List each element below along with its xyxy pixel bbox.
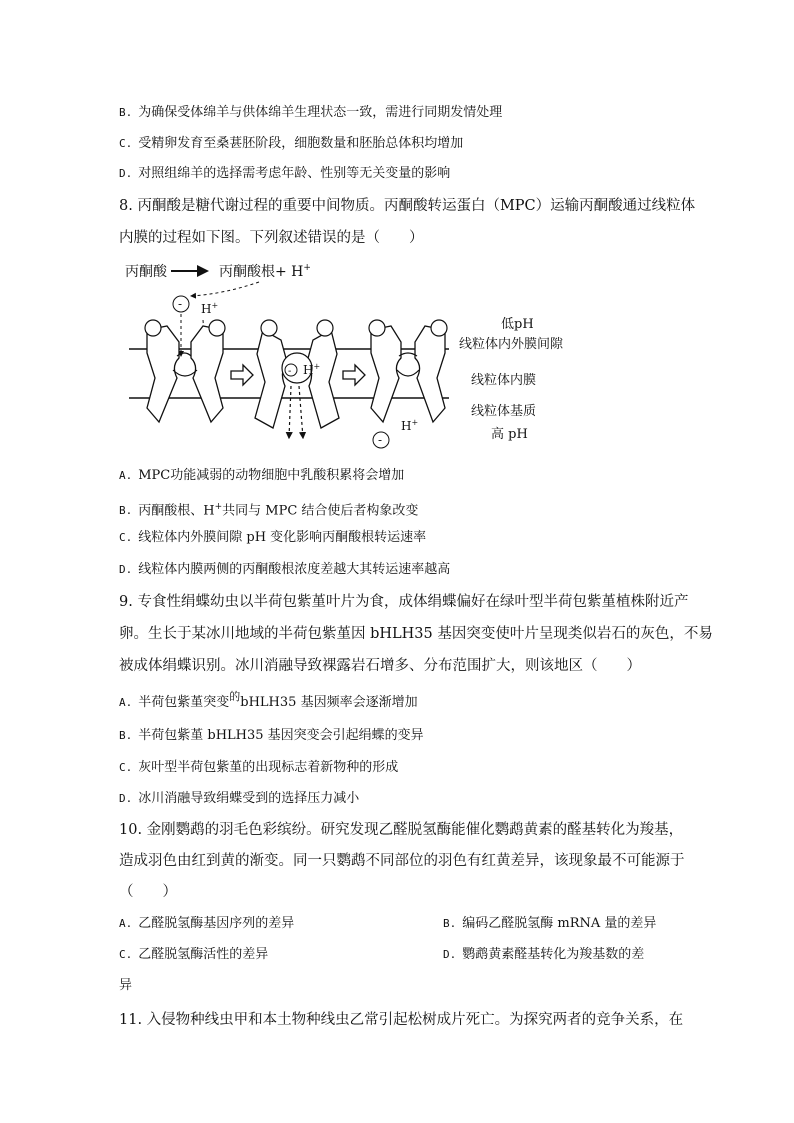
plus-sup: +: [303, 263, 311, 273]
option-text-post: bHLH35 基因频率会逐渐增加: [240, 695, 418, 710]
q9-stem-line-1: 9. 专食性绢蝶幼虫以半荷包紫堇叶片为食，成体绢蝶偏好在绿叶型半荷包紫堇植株附近产: [119, 594, 689, 610]
q9-stem-line-3: 被成体绢蝶识别。冰川消融导致裸露岩石增多、分布范围扩大，则该地区（ ）: [119, 658, 641, 674]
q9-stem-line-2: 卵。生长于某冰川地域的半荷包紫堇因 bHLH35 基因突变使叶片呈现类似岩石的灰色，不易: [119, 626, 713, 642]
option-label: D.: [443, 948, 457, 961]
option-text-sup: 的: [229, 690, 241, 703]
option-label: B.: [119, 504, 133, 518]
q8-option-d: [119, 560, 450, 580]
q9-option-a: [119, 690, 418, 713]
option-label: D.: [119, 792, 133, 805]
option-text: 受精卵发育至桑葚胚阶段，细胞数量和胚胎总体积均增加: [138, 136, 464, 151]
q7-option-b: [119, 103, 502, 123]
q8-option-b: [119, 497, 418, 521]
high-ph-label: 高 pH: [491, 427, 528, 442]
plus-h-text: + H: [275, 264, 304, 280]
minus-sign-bottom: -: [378, 433, 383, 447]
option-text: 鹦鹉黄素醛基转化为羧基数的差: [462, 947, 645, 962]
q10-stem-line-2: 造成羽色由红到黄的渐变。同一只鹦鹉不同部位的羽色有红黄差异，该现象最不可能源于: [119, 853, 685, 869]
option-text: 线粒体内膜两侧的丙酮酸根浓度差越大其转运速率越高: [138, 562, 451, 577]
intermembrane-space-label: 线粒体内外膜间隙: [459, 337, 564, 352]
q9-option-d: [119, 789, 359, 809]
dashed-binding-arrow: [191, 282, 259, 296]
option-text: 乙醛脱氢酶基因序列的差异: [138, 916, 295, 931]
option-label: C.: [119, 948, 133, 961]
matrix-label: 线粒体基质: [471, 404, 537, 419]
pyruvate-label: [219, 263, 311, 280]
release-arrow-1: [289, 386, 291, 438]
option-label: D.: [119, 167, 133, 180]
option-text: 线粒体内外膜间隙 pH 变化影响丙酮酸根转运速率: [138, 530, 427, 545]
q7-option-d: [119, 164, 450, 184]
option-label: A.: [119, 696, 133, 709]
mpc-transporter-state-2: [255, 320, 339, 428]
option-label: C.: [119, 137, 133, 150]
mpc-transport-diagram: [119, 258, 589, 454]
transition-arrow-icon: [343, 365, 365, 385]
proton-label-bottom: H+: [401, 418, 419, 433]
q10-stem-line-3: （ ）: [119, 884, 177, 900]
transition-arrow-icon: [231, 365, 253, 385]
option-text: 编码乙醛脱氢酶 mRNA 量的差异: [462, 916, 657, 931]
q10-option-a: [119, 914, 294, 934]
inner-membrane-label: 线粒体内膜: [471, 373, 537, 388]
option-text: 为确保受体绵羊与供体绵羊生理状态一致，需进行同期发情处理: [138, 105, 503, 120]
option-text: 冰川消融导致绢蝶受到的选择压力减小: [138, 791, 360, 806]
minus-sign: -: [178, 297, 183, 311]
option-label: B.: [119, 106, 133, 119]
release-arrow-2: [299, 386, 303, 438]
q9-option-b: [119, 726, 424, 746]
option-text: 灰叶型半荷包紫堇的出现标志着新物种的形成: [138, 760, 399, 775]
proton-label-middle: H+: [303, 362, 321, 377]
option-text-pre: 半荷包紫堇突变: [138, 695, 230, 710]
q11-stem-line-1: 11. 入侵物种线虫甲和本土物种线虫乙常引起松树成片死亡。为探究两者的竞争关系，在: [119, 1012, 684, 1028]
option-text: MPC功能减弱的动物细胞中乳酸积累将会增加: [138, 468, 405, 483]
q10-stem-line-1: 10. 金刚鹦鹉的羽毛色彩缤纷。研究发现乙醛脱氢酶能催化鹦鹉黄素的醛基转化为羧基，: [119, 822, 684, 838]
mpc-transporter-state-1: [145, 320, 225, 422]
proton-label-top: H+: [201, 301, 219, 316]
option-text-post: 共同与 MPC 结合使后者构象改变: [222, 503, 419, 519]
option-label: C.: [119, 761, 133, 774]
pyruvic-acid-label: 丙酮酸: [125, 264, 167, 280]
mpc-transporter-state-3: [369, 320, 447, 422]
q8-stem-line-2: 内膜的过程如下图。下列叙述错误的是（ ）: [119, 230, 424, 246]
option-label: B.: [119, 729, 133, 742]
q8-option-a: [119, 466, 404, 486]
low-ph-label: 低pH: [501, 317, 534, 332]
q8-option-c: [119, 528, 426, 548]
option-text: 乙醛脱氢酶活性的差异: [138, 947, 269, 962]
q8-stem-line-1: 8. 丙酮酸是糖代谢过程的重要中间物质。丙酮酸转运蛋白（MPC）运输丙酮酸通过线粒体: [119, 198, 696, 214]
q10-option-d-wrap: 异: [119, 978, 133, 993]
q10-option-b: [443, 914, 656, 934]
q7-option-c: [119, 134, 463, 154]
option-label: C.: [119, 531, 133, 544]
option-text-sup: +: [214, 502, 223, 512]
option-text: 对照组绵羊的选择需考虑年龄、性别等无关变量的影响: [138, 166, 451, 181]
option-label: B.: [443, 917, 457, 930]
option-text: 半荷包紫堇 bHLH35 基因突变会引起绢蝶的变异: [138, 728, 424, 743]
q9-option-c: [119, 758, 398, 778]
svg-text:-: -: [288, 366, 292, 377]
option-label: A.: [119, 917, 133, 930]
pyruvate-text: 丙酮酸根: [219, 264, 275, 280]
q10-option-c: [119, 945, 268, 965]
option-text-pre: 丙酮酸根、H: [138, 503, 215, 519]
option-label: D.: [119, 563, 133, 576]
option-label: A.: [119, 469, 133, 482]
q10-option-d: [443, 945, 644, 965]
